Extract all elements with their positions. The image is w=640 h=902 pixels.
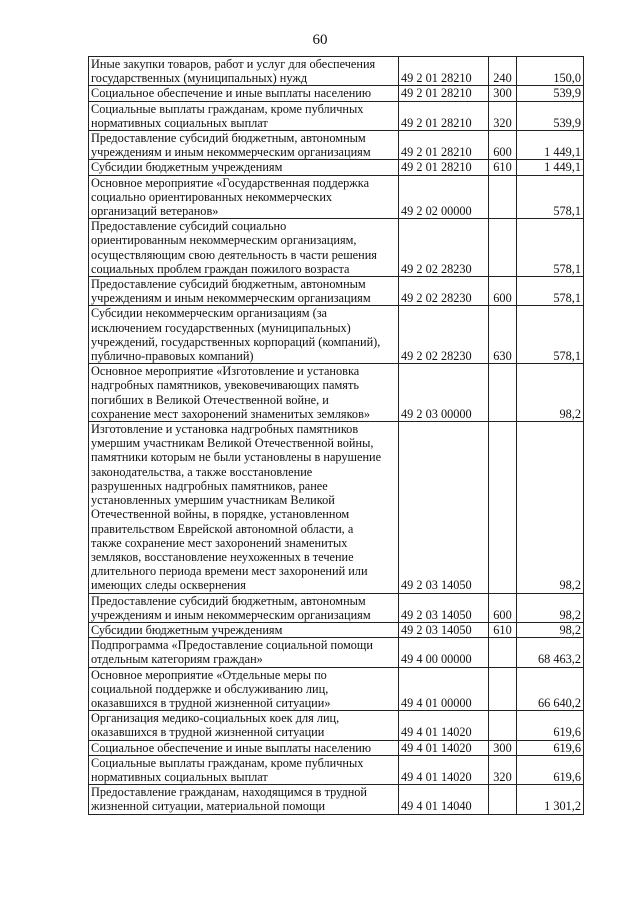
classification-code-cell: 49 2 02 28230 [399, 277, 489, 306]
budget-table [88, 56, 584, 815]
table-row [89, 593, 584, 622]
table-row [89, 175, 584, 219]
amount-cell: 539,9 [517, 86, 584, 101]
table-row [89, 667, 584, 711]
table-row [89, 219, 584, 277]
row-name-cell: Предоставление субсидий бюджетным, автономным учреждениям и иным некоммерческим организациям [89, 593, 399, 622]
table-row [89, 740, 584, 755]
row-name-cell: Социальные выплаты гражданам, кроме публичных нормативных социальных выплат [89, 101, 399, 130]
classification-code-cell: 49 4 00 00000 [399, 638, 489, 667]
expense-type-cell [489, 364, 517, 422]
page-number: 60 [312, 32, 328, 48]
expense-type-cell [489, 175, 517, 219]
row-name-cell: Основное мероприятие «Изготовление и установка надгробных памятников, увековечивающих память погибших в Великой Отечественной войне, и сохранение мест захоронений знаменитых земляков» [89, 364, 399, 422]
classification-code-cell: 49 4 01 14020 [399, 755, 489, 784]
expense-type-cell: 600 [489, 593, 517, 622]
row-name-cell: Основное мероприятие «Отдельные меры по социальной поддержке и обслуживанию лиц, оказавшихся в трудной жизненной ситуации» [89, 667, 399, 711]
amount-cell: 98,2 [517, 422, 584, 593]
expense-type-cell: 320 [489, 755, 517, 784]
classification-code-cell: 49 4 01 14020 [399, 711, 489, 740]
table-row [89, 306, 584, 364]
table-row [89, 785, 584, 814]
classification-code-cell: 49 2 03 14050 [399, 593, 489, 622]
expense-type-cell [489, 667, 517, 711]
amount-cell: 539,9 [517, 101, 584, 130]
classification-code-cell: 49 4 01 00000 [399, 667, 489, 711]
table-row [89, 131, 584, 160]
expense-type-cell: 300 [489, 86, 517, 101]
table-row [89, 160, 584, 175]
table-row [89, 422, 584, 593]
classification-code-cell: 49 2 02 00000 [399, 175, 489, 219]
row-name-cell: Предоставление гражданам, находящимся в трудной жизненной ситуации, материальной помощи [89, 785, 399, 814]
table-row [89, 622, 584, 637]
expense-type-cell: 630 [489, 306, 517, 364]
amount-cell: 619,6 [517, 740, 584, 755]
expense-type-cell: 320 [489, 101, 517, 130]
amount-cell: 1 301,2 [517, 785, 584, 814]
expense-type-cell [489, 638, 517, 667]
classification-code-cell: 49 2 01 28210 [399, 160, 489, 175]
row-name-cell: Предоставление субсидий бюджетным, автономным учреждениям и иным некоммерческим организациям [89, 277, 399, 306]
amount-cell: 66 640,2 [517, 667, 584, 711]
classification-code-cell: 49 4 01 14020 [399, 740, 489, 755]
expense-type-cell [489, 219, 517, 277]
expense-type-cell: 600 [489, 131, 517, 160]
amount-cell: 98,2 [517, 364, 584, 422]
classification-code-cell: 49 2 02 28230 [399, 306, 489, 364]
amount-cell: 150,0 [517, 57, 584, 86]
classification-code-cell: 49 4 01 14040 [399, 785, 489, 814]
row-name-cell: Социальные выплаты гражданам, кроме публичных нормативных социальных выплат [89, 755, 399, 784]
row-name-cell: Организация медико-социальных коек для лиц, оказавшихся в трудной жизненной ситуации [89, 711, 399, 740]
table-row [89, 364, 584, 422]
classification-code-cell: 49 2 03 14050 [399, 622, 489, 637]
expense-type-cell: 610 [489, 160, 517, 175]
budget-table-body [89, 57, 584, 815]
table-row [89, 277, 584, 306]
classification-code-cell: 49 2 01 28210 [399, 131, 489, 160]
row-name-cell: Иные закупки товаров, работ и услуг для обеспечения государственных (муниципальных) нужд [89, 57, 399, 86]
classification-code-cell: 49 2 03 14050 [399, 422, 489, 593]
amount-cell: 578,1 [517, 306, 584, 364]
classification-code-cell: 49 2 02 28230 [399, 219, 489, 277]
amount-cell: 578,1 [517, 219, 584, 277]
row-name-cell: Субсидии бюджетным учреждениям [89, 622, 399, 637]
expense-type-cell: 600 [489, 277, 517, 306]
expense-type-cell [489, 422, 517, 593]
amount-cell: 619,6 [517, 711, 584, 740]
expense-type-cell: 300 [489, 740, 517, 755]
classification-code-cell: 49 2 01 28210 [399, 101, 489, 130]
expense-type-cell: 610 [489, 622, 517, 637]
row-name-cell: Основное мероприятие «Государственная поддержка социально ориентированных некоммерческих организаций ветеранов» [89, 175, 399, 219]
table-row [89, 57, 584, 86]
row-name-cell: Субсидии бюджетным учреждениям [89, 160, 399, 175]
expense-type-cell [489, 785, 517, 814]
amount-cell: 1 449,1 [517, 131, 584, 160]
row-name-cell: Предоставление субсидий бюджетным, автономным учреждениям и иным некоммерческим организациям [89, 131, 399, 160]
table-row [89, 638, 584, 667]
amount-cell: 1 449,1 [517, 160, 584, 175]
amount-cell: 98,2 [517, 593, 584, 622]
classification-code-cell: 49 2 03 00000 [399, 364, 489, 422]
expense-type-cell [489, 711, 517, 740]
amount-cell: 619,6 [517, 755, 584, 784]
table-row [89, 755, 584, 784]
row-name-cell: Субсидии некоммерческим организациям (за исключением государственных (муниципальных) учреждений, государственных корпораций (компаний), публично-правовых компаний) [89, 306, 399, 364]
amount-cell: 578,1 [517, 277, 584, 306]
table-row [89, 711, 584, 740]
expense-type-cell: 240 [489, 57, 517, 86]
table-row [89, 86, 584, 101]
row-name-cell: Социальное обеспечение и иные выплаты населению [89, 740, 399, 755]
amount-cell: 68 463,2 [517, 638, 584, 667]
amount-cell: 98,2 [517, 622, 584, 637]
amount-cell: 578,1 [517, 175, 584, 219]
row-name-cell: Изготовление и установка надгробных памятников умершим участникам Великой Отечественной войны, памятники которым не были установлены в нарушение законодательства, а также восстановление разрушенных надгробных памятников, ранее установленных умершим участникам Великой Отечественной войны, в порядке, установленном правительством Еврейской автономной области, а также сохранение мест захоронений знаменитых земляков, восстановление неухоженных в течение длительного периода времени мест захоронений или имеющих следы осквернения [89, 422, 399, 593]
row-name-cell: Подпрограмма «Предоставление социальной помощи отдельным категориям граждан» [89, 638, 399, 667]
classification-code-cell: 49 2 01 28210 [399, 86, 489, 101]
table-row [89, 101, 584, 130]
row-name-cell: Предоставление субсидий социально ориентированным некоммерческим организациям, осуществляющим свою деятельность в части решения социальных проблем граждан пожилого возраста [89, 219, 399, 277]
classification-code-cell: 49 2 01 28210 [399, 57, 489, 86]
row-name-cell: Социальное обеспечение и иные выплаты населению [89, 86, 399, 101]
